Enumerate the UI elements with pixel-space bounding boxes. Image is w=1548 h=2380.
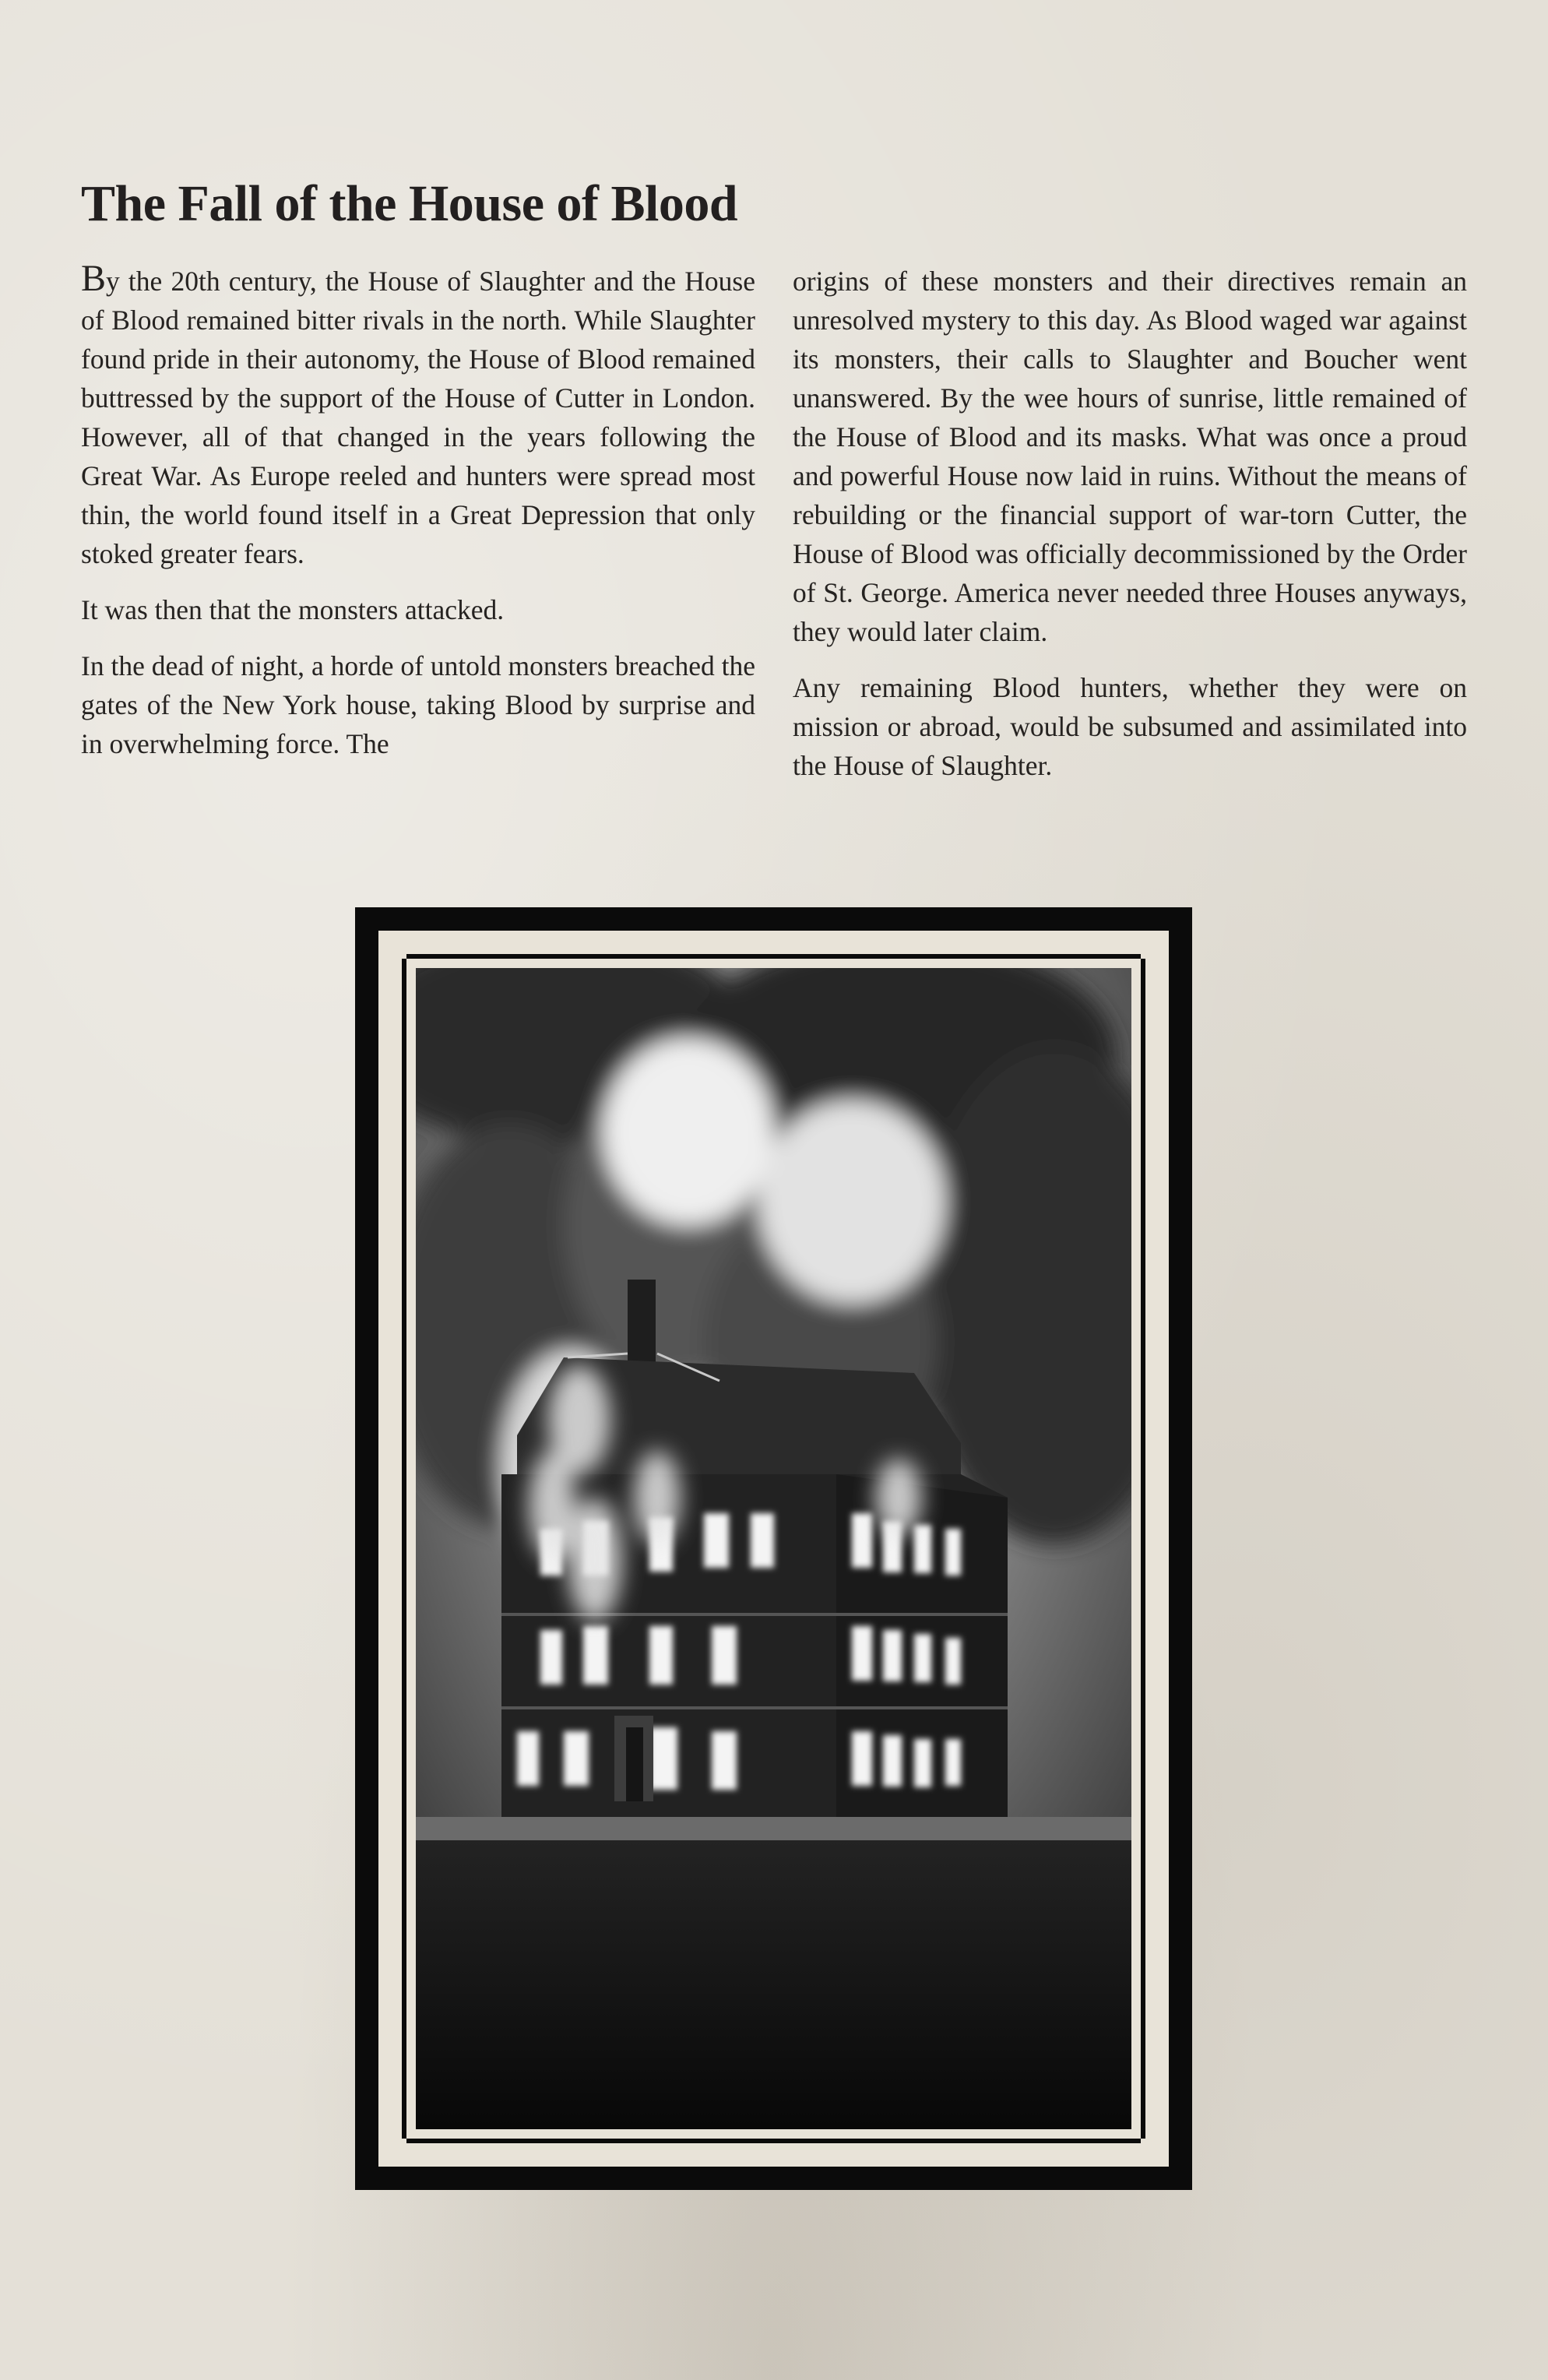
frame-rule <box>402 931 406 2167</box>
paragraph-1 <box>81 258 755 573</box>
chimney <box>628 1280 656 1373</box>
burning-mansion-icon <box>416 968 1131 2129</box>
paragraph-1-text: y the 20th century, the House of Slaughter and the House of Blood remained bitter rivals in the north. While Slaughter found pride in their autonomy, the House of Blood remained buttressed by the support of the House of Cutter in London. However, all of that changed in the years following the Great War. As Europe reeled and hunters were spread most thin, the world found itself in a Great Depression that only stoked greater fears. <box>81 266 755 569</box>
frame-corner <box>378 931 406 959</box>
paragraph-2: It was then that the monsters attacked. <box>81 594 505 625</box>
paragraph-5: Any remaining Blood hunters, whether they were on mission or abroad, would be subsumed and assimilated into the House of Slaughter. <box>793 672 1467 781</box>
illustration-frame <box>355 907 1192 2190</box>
illustration-svg <box>416 968 1131 2129</box>
page-title: The Fall of the House of Blood <box>81 175 738 232</box>
frame-rule <box>378 954 1169 959</box>
paragraph-3: In the dead of night, a horde of untold monsters breached the gates of the New York house, taking Blood by surprise and in overwhelming force. The <box>81 650 755 759</box>
frame-corner <box>378 2139 406 2167</box>
frame-rule <box>1141 931 1145 2167</box>
left-column <box>81 258 755 802</box>
dropcap: B <box>81 258 107 299</box>
frame-corner <box>1141 2139 1169 2167</box>
frame-corner <box>1141 931 1169 959</box>
paragraph-4: origins of these monsters and their directives remain an unresolved mystery to this day. As Blood waged war against its monsters, their calls to Slaughter and Boucher went unanswered. By the wee hours of sunrise, little remained of the House of Blood and its masks. What was once a proud and powerful House now laid in ruins. Without the means of rebuilding or the financial support of war-torn Cutter, the House of Blood was officially decommissioned by the Order of St. George. America never needed three Houses anyways, they would later claim. <box>793 266 1467 647</box>
street <box>416 1840 1131 2129</box>
frame-rule <box>378 2139 1169 2143</box>
right-column <box>793 262 1467 802</box>
article-body <box>81 258 1467 802</box>
